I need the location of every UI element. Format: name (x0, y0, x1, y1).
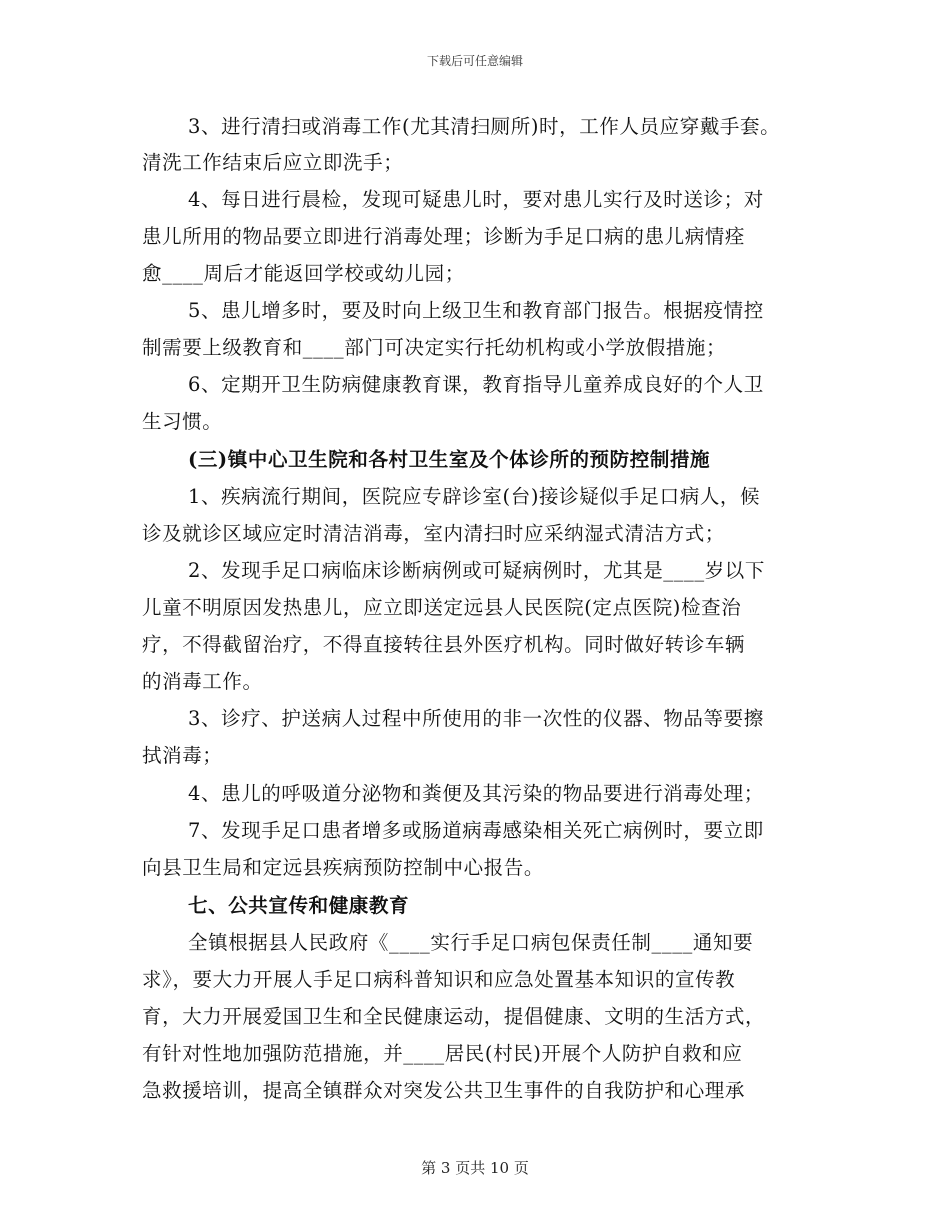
text-line: 全镇根据县人民政府《____实行手足口病包保责任制____通知要 (188, 931, 754, 954)
text-line: 清洗工作结束后应立即洗手； (142, 151, 404, 174)
text-line: 诊及就诊区域应定时清洁消毒，室内清扫时应采纳湿式清洁方式； (142, 522, 725, 545)
text-line: 1、疾病流行期间，医院应专辟诊室(台)接诊疑似手足口病人，候 (188, 485, 761, 508)
text-line: 5、患儿增多时，要及时向上级卫生和教育部门报告。根据疫情控 (188, 299, 764, 322)
text-line: 求》，要大力开展人手足口病科普知识和应急处置基本知识的宣传教 (142, 968, 736, 991)
text-line: 6、定期开卫生防病健康教育课，教育指导儿童养成良好的个人卫 (188, 373, 764, 396)
text-line: 7、发现手足口患者增多或肠道病毒感染相关死亡病例时，要立即 (188, 819, 764, 842)
page-header: 下载后可任意编辑 (426, 54, 523, 68)
text-line: 3、进行清扫或消毒工作(尤其清扫厕所)时，工作人员应穿戴手套。 (188, 115, 781, 138)
text-line: 儿童不明原因发热患儿，应立即送定远县人民医院(定点医院)检查治 (142, 596, 742, 619)
text-line: 2、发现手足口病临床诊断病例或可疑病例时，尤其是____岁以下 (188, 559, 766, 582)
text-line: 4、每日进行晨检，发现可疑患儿时，要对患儿实行及时送诊；对 (188, 188, 764, 211)
section-heading: 七、公共宣传和健康教育 (188, 894, 410, 917)
page-footer: 第 3 页共 10 页 (421, 1159, 529, 1177)
text-line: 急救援培训，提高全镇群众对突发公共卫生事件的自我防护和心理承 (142, 1079, 746, 1102)
text-line: 4、患儿的呼吸道分泌物和粪便及其污染的物品要进行消毒处理； (188, 782, 764, 805)
text-line: 育，大力开展爱国卫生和全民健康运动，提倡健康、文明的生活方式， (142, 1005, 766, 1028)
text-line: 疗，不得截留治疗，不得直接转往县外医疗机构。同时做好转诊车辆 (142, 633, 746, 656)
section-heading: (三)镇中心卫生院和各村卫生室及个体诊所的预防控制措施 (188, 448, 711, 471)
text-line: 拭消毒； (142, 744, 223, 767)
text-line: 愈____周后才能返回学校或幼儿园； (142, 262, 465, 285)
text-line: 制需要上级教育和____部门可决定实行托幼机构或小学放假措施； (142, 336, 727, 359)
text-line: 生习惯。 (142, 410, 223, 433)
text-line: 有针对性地加强防范措施，并____居民(村民)开展个人防护自救和应 (142, 1042, 743, 1065)
text-line: 患儿所用的物品要立即进行消毒处理；诊断为手足口病的患儿病情痊 (142, 225, 746, 248)
text-line: 3、诊疗、护送病人过程中所使用的非一次性的仪器、物品等要擦 (188, 707, 764, 730)
text-line: 的消毒工作。 (142, 670, 263, 693)
text-line: 向县卫生局和定远县疾病预防控制中心报告。 (142, 856, 545, 879)
